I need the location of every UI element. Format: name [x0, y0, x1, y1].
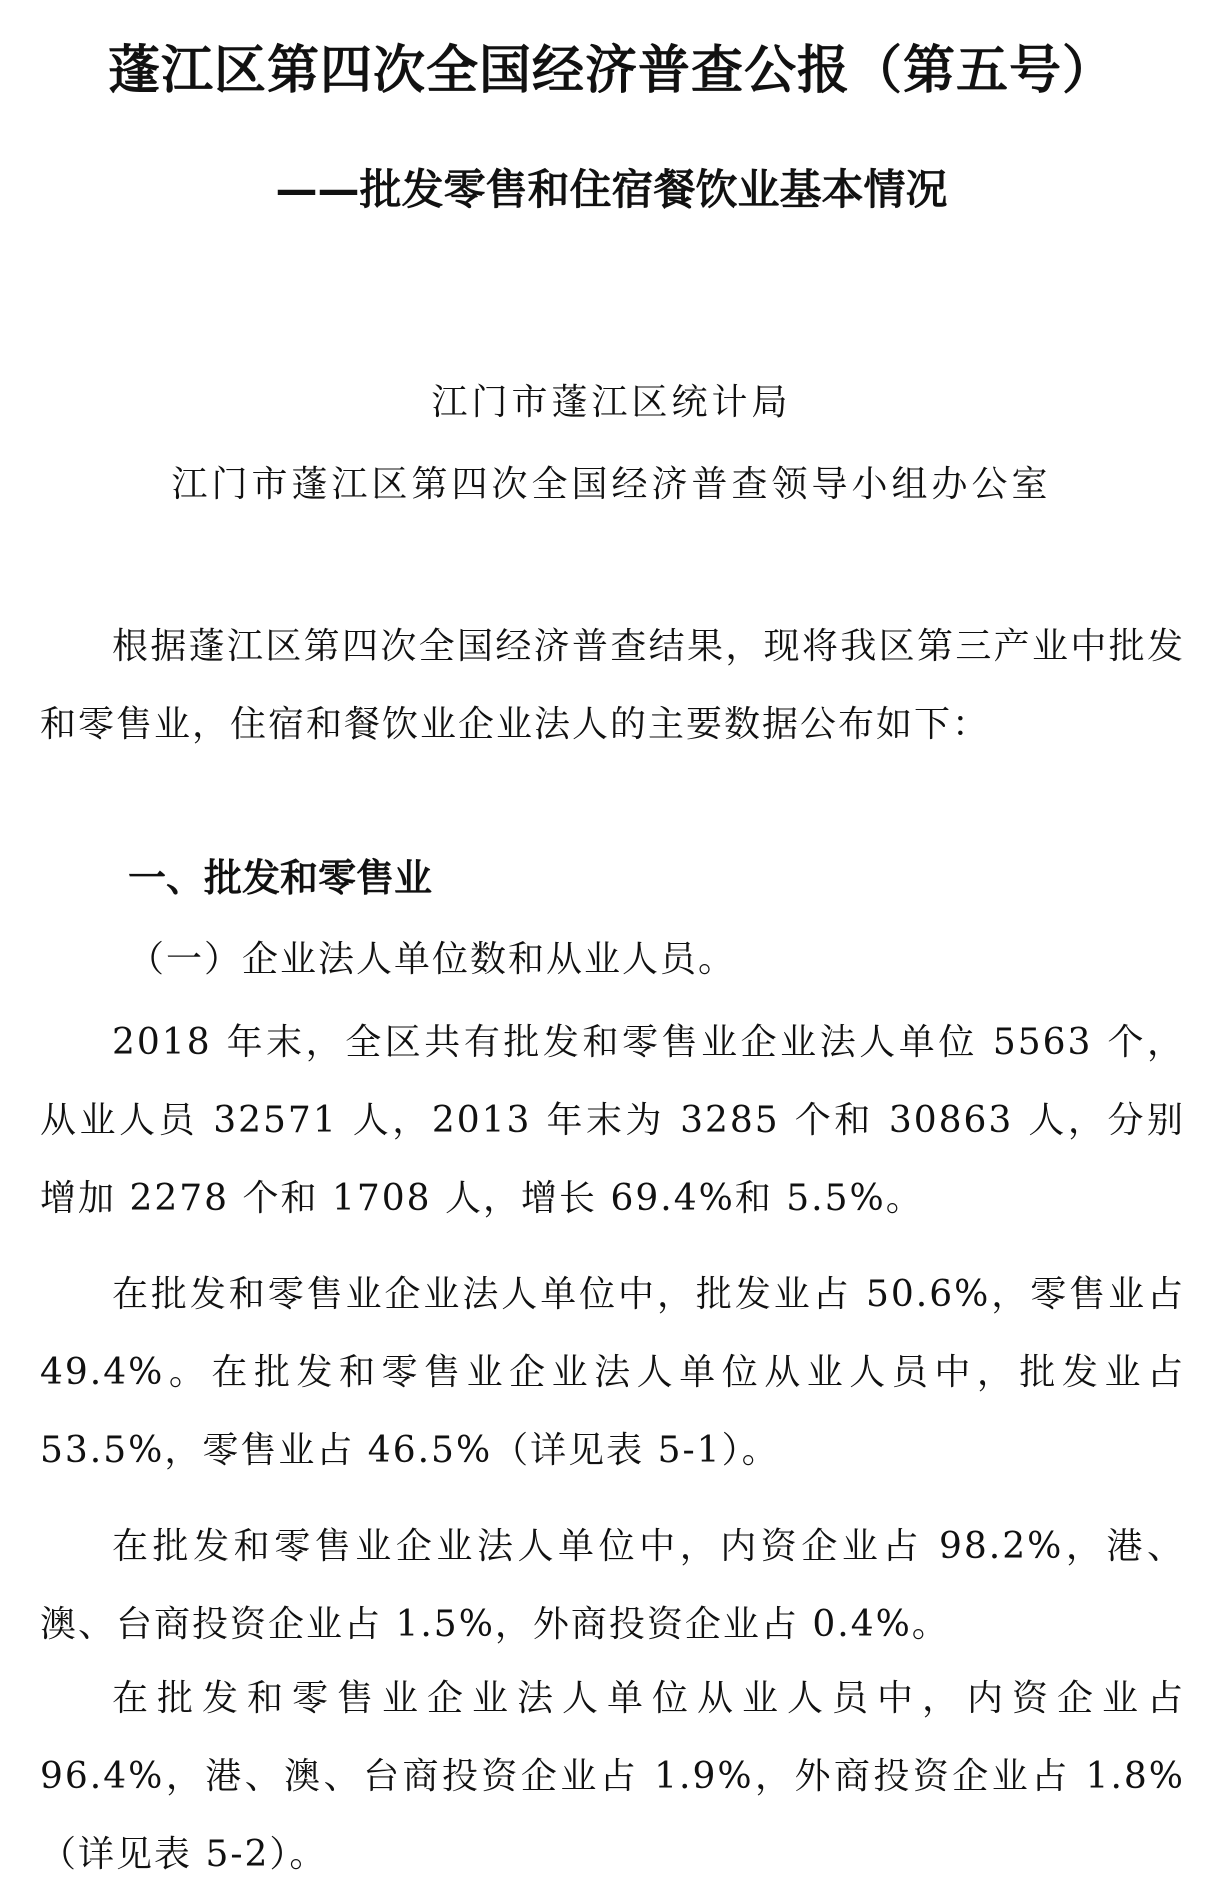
section-heading: 一、批发和零售业	[128, 856, 433, 900]
intro-paragraph: 根据蓬江区第四次全国经济普查结果，现将我区第三产业中批发和零售业，住宿和餐饮业企业法人的主要数据公布如下：	[40, 626, 1185, 745]
subsection-heading: （一）企业法人单位数和从业人员。	[128, 939, 737, 980]
paragraph-wholesale-retail-share: 在批发和零售业企业法人单位中，批发业占 50.6%，零售业占 49.4%。在批发和零售业企业法人单位从业人员中，批发业占 53.5%，零售业占 46.5%（详见表 5-1）。	[40, 1274, 1185, 1471]
document-subtitle: ——批发零售和住宿餐饮业基本情况	[275, 165, 948, 214]
paragraph-ownership-units: 在批发和零售业企业法人单位中，内资企业占 98.2%，港、澳、台商投资企业占 1.5%，外商投资企业占 0.4%。	[40, 1526, 1185, 1645]
issuer-statistics-bureau: 江门市蓬江区统计局	[431, 382, 792, 423]
issuer-census-office: 江门市蓬江区第四次全国经济普查领导小组办公室	[171, 464, 1052, 505]
paragraph-units-employees: 2018 年末，全区共有批发和零售业企业法人单位 5563 个，从业人员 32571 人，2013 年末为 3285 个和 30863 人，分别增加 2278 个和 1708 人，增长 69.4%和 5.5%。	[40, 1022, 1185, 1219]
paragraph-ownership-employees: 在批发和零售业企业法人单位从业人员中，内资企业占 96.4%，港、澳、台商投资企业占 1.9%，外商投资企业占 1.8%（详见表 5-2）。	[40, 1678, 1185, 1875]
document-title: 蓬江区第四次全国经济普查公报（第五号）	[107, 41, 1115, 101]
